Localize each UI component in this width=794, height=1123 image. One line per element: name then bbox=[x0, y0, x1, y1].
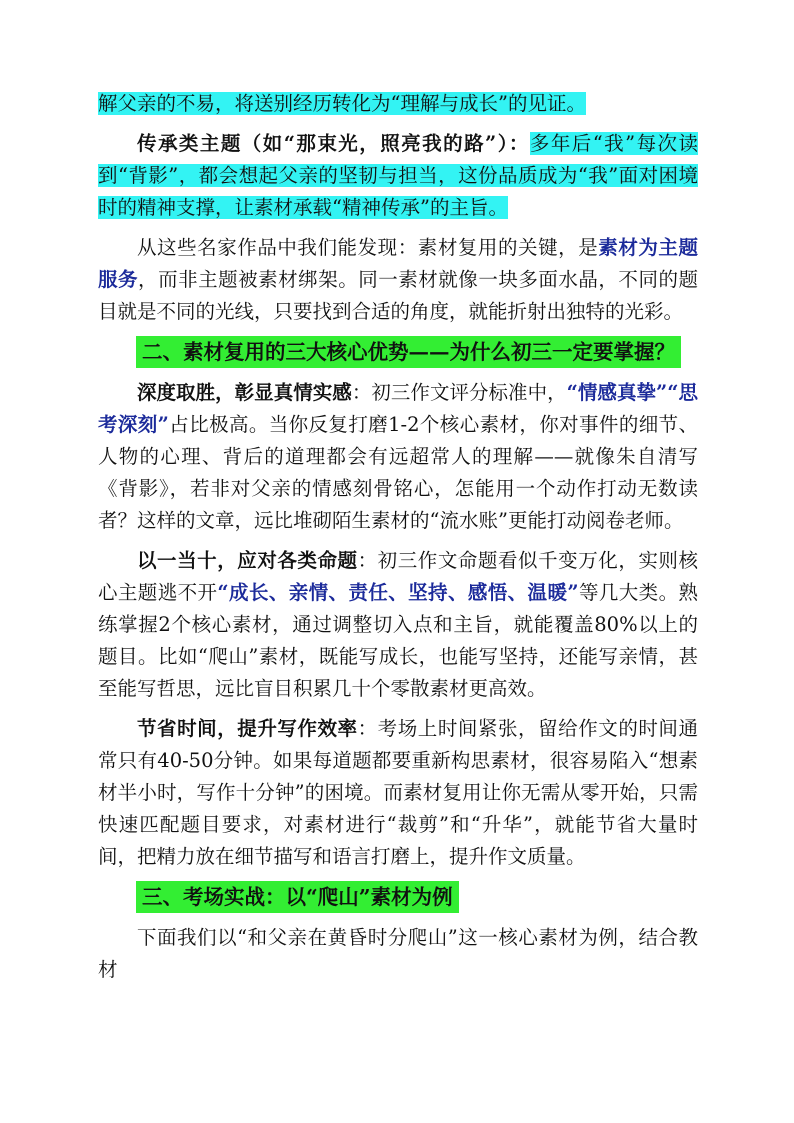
paragraph-2 bbox=[98, 128, 698, 224]
paragraph-6 bbox=[98, 713, 698, 873]
point-title: 以一当十，应对各类命题 bbox=[137, 549, 358, 572]
body-text: ：初三作文命题看似千变万化，实则核心主题逃不开 bbox=[98, 549, 698, 604]
body-text: ，而非主题被素材绑架。同一素材就像一块多面水晶，不同的题目就是不同的光线，只要找到合适的角度，就能折射出独特的光彩。 bbox=[98, 268, 698, 323]
paragraph-4 bbox=[98, 377, 698, 537]
section-heading: 二、素材复用的三大核心优势——为什么初三一定要掌握？ bbox=[136, 336, 681, 368]
body-text: ：考场上时间紧张，留给作文的时间通常只有40-50分钟。如果每道题都要重新构思素材，很容易陷入“想素材半小时，写作十分钟”的困境。而素材复用让你无需从零开始，只需快速匹配题目要求，对素材进行“裁剪”和“升华”，就能节省大量时间，把精力放在细节描写和语言打磨上，提升作文质量。 bbox=[98, 717, 698, 868]
body-text: 从这些名家作品中我们能发现：素材复用的关键，是 bbox=[137, 236, 599, 259]
paragraph-1 bbox=[98, 88, 698, 120]
section-heading: 三、考场实战：以“爬山”素材为例 bbox=[136, 881, 459, 913]
paragraph-5 bbox=[98, 545, 698, 705]
body-text: ：初三作文评分标准中， bbox=[351, 381, 567, 404]
body-text: 等几大类。熟练掌握2个核心素材，通过调整切入点和主旨，就能覆盖80%以上的题目。比如“爬山”素材，既能写成长，也能写坚持，还能写亲情，甚至能写哲思，远比盲目积累几十个零散素材更高效。 bbox=[98, 581, 698, 700]
document-page bbox=[98, 88, 698, 986]
body-text: 占比极高。当你反复打磨1-2个核心素材，你对事件的细节、人物的心理、背后的道理都会有远超常人的理解——就像朱自清写《背影》，若非对父亲的情感刻骨铭心，怎能用一个动作打动无数读者？这样的文章，远比堆砌陌生素材的“流水账”更能打动阅卷老师。 bbox=[98, 413, 699, 532]
theme-label: 传承类主题（如“那束光，照亮我的路”）： bbox=[137, 132, 530, 155]
emphasis-text: “情感真挚”“思考深刻” bbox=[98, 381, 698, 436]
highlighted-text: 多年后“我”每次读到“背影”，都会想起父亲的坚韧与担当，这份品质成为“我”面对困境时的精神支撑，让素材承载“精神传承”的主旨。 bbox=[98, 132, 698, 219]
point-title: 深度取胜，彰显真情实感 bbox=[137, 381, 352, 404]
body-text: 下面我们以“和父亲在黄昏时分爬山”这一核心素材为例，结合教材 bbox=[98, 926, 698, 981]
paragraph-7 bbox=[98, 922, 698, 986]
point-title: 节省时间，提升写作效率 bbox=[137, 717, 358, 740]
highlighted-text: 解父亲的不易，将送别经历转化为“理解与成长”的见证。 bbox=[98, 92, 586, 115]
section-heading-3-wrap bbox=[98, 881, 698, 914]
paragraph-3 bbox=[98, 232, 698, 328]
emphasis-text: 素材为主题服务 bbox=[98, 236, 698, 291]
section-heading-2-wrap bbox=[98, 336, 698, 369]
emphasis-text: “成长、亲情、责任、坚持、感悟、温暖” bbox=[217, 581, 579, 604]
